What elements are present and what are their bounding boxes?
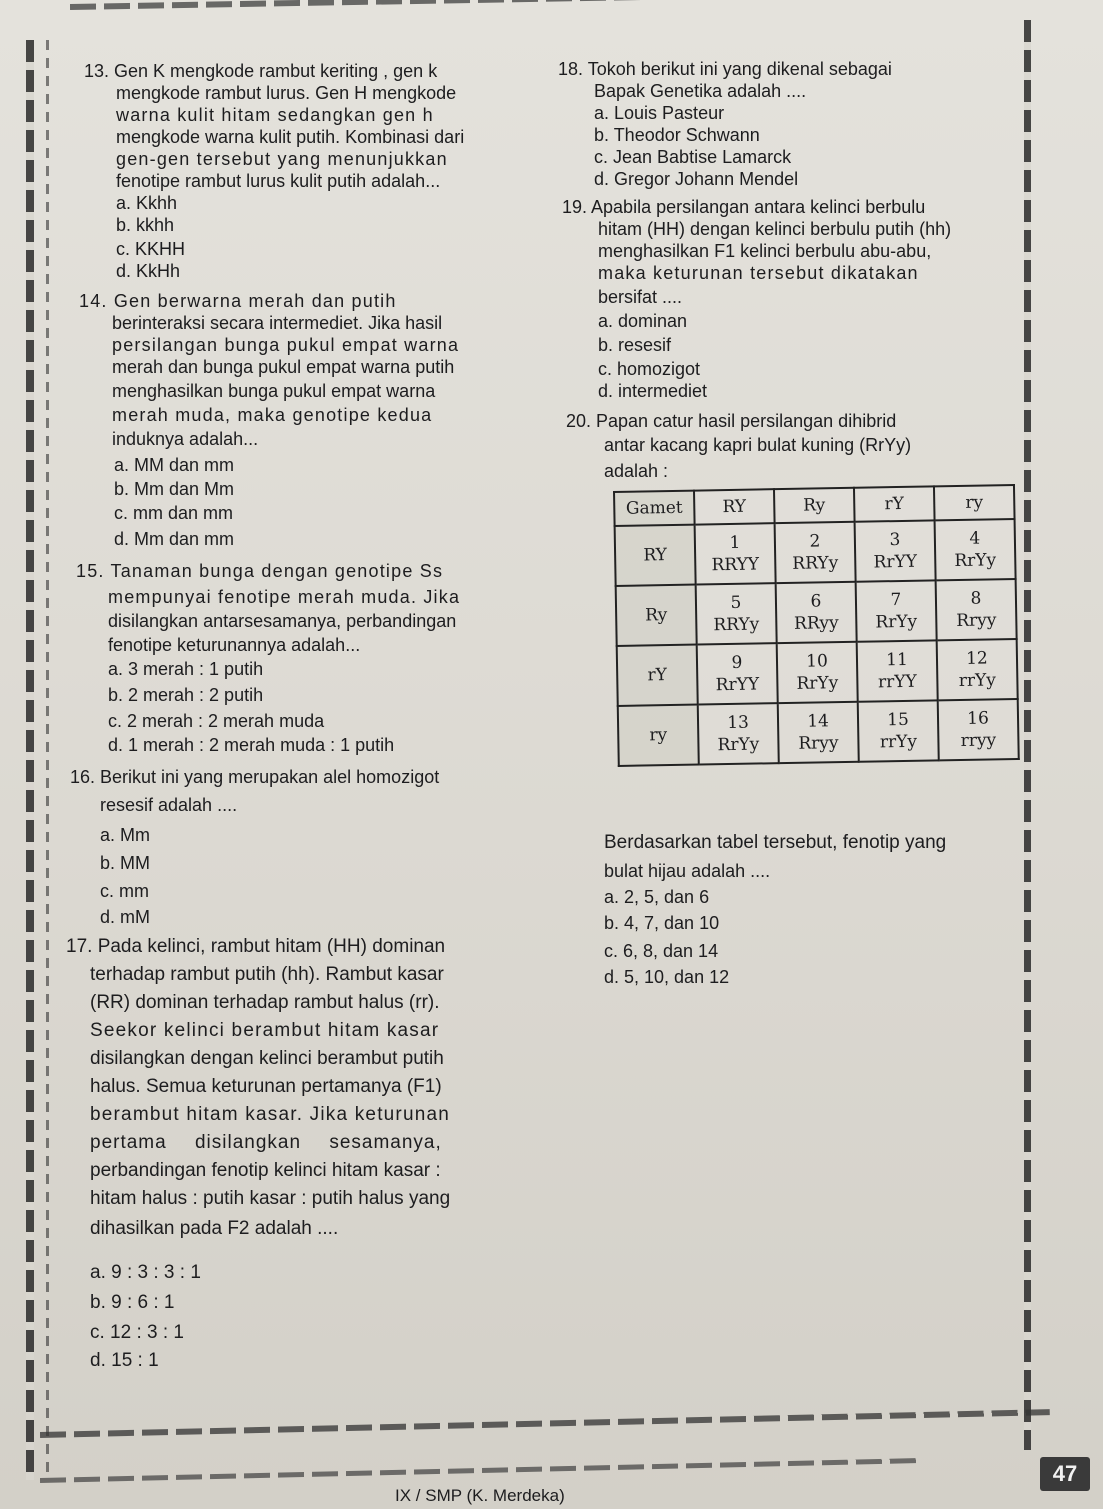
decorative-border-right — [1024, 20, 1031, 1450]
question-text-line: bersifat .... — [598, 287, 683, 307]
question-text-line: berambut hitam kasar. Jika keturunan — [90, 1104, 451, 1125]
question-text-line: 17. Pada kelinci, rambut hitam (HH) dominan — [66, 936, 446, 957]
question-text-line: Seekor kelinci berambut hitam kasar — [90, 1020, 440, 1041]
answer-option[interactable]: d. Mm dan mm — [114, 529, 235, 549]
question-text-line: hitam (HH) dengan kelinci berbulu putih (hh) — [598, 219, 952, 239]
footer-text: IX / SMP (K. Merdeka) — [395, 1486, 565, 1505]
cell-genotype: RrYy — [717, 734, 760, 756]
question-text-line: dihasilkan pada F2 adalah .... — [90, 1218, 339, 1239]
answer-option[interactable]: a. 2, 5, dan 6 — [604, 887, 710, 907]
table-cell — [938, 699, 1019, 760]
question-text-line: (RR) dominan terhadap rambut halus (rr). — [90, 992, 440, 1013]
answer-option[interactable]: b. 2 merah : 2 putih — [108, 685, 264, 705]
answer-option[interactable]: c. 6, 8, dan 14 — [604, 941, 719, 961]
question-text-line: 19. Apabila persilangan antara kelinci berbulu — [562, 197, 926, 217]
cell-genotype: RrYY — [873, 551, 918, 573]
table-cell — [858, 700, 939, 761]
cell-genotype: RRyy — [793, 613, 839, 634]
decorative-border-top — [70, 0, 970, 10]
cell-number: 1 — [729, 532, 741, 553]
cell-number: 12 — [965, 648, 988, 669]
gamete-cell: RY — [615, 525, 696, 586]
cell-genotype: RrYY — [715, 674, 760, 696]
cell-number: 2 — [809, 531, 821, 552]
question-text-line: 20. Papan catur hasil persilangan dihibrid — [566, 411, 897, 431]
cell-number: 11 — [885, 649, 908, 671]
answer-option[interactable]: a. Kkhh — [116, 193, 178, 213]
question-text-line: merah dan bunga pukul empat warna putih — [112, 357, 455, 377]
question-text-line: perbandingan fenotip kelinci hitam kasar : — [90, 1160, 441, 1181]
question-text-line: halus. Semua keturunan pertamanya (F1) — [90, 1076, 442, 1097]
cell-number: 3 — [889, 529, 901, 551]
question-text-line: mengkode warna kulit putih. Kombinasi dari — [116, 127, 465, 147]
answer-option[interactable]: c. homozigot — [598, 359, 701, 379]
answer-option[interactable]: b. resesif — [598, 335, 672, 355]
cell-genotype: rrYy — [879, 731, 918, 753]
question-text-line: fenotipe rambut lurus kulit putih adalah... — [116, 171, 441, 191]
answer-option[interactable]: d. Gregor Johann Mendel — [594, 169, 799, 189]
answer-option[interactable]: a. Louis Pasteur — [594, 103, 725, 123]
table-cell — [857, 640, 938, 701]
table-header-cell: ry — [934, 485, 1015, 520]
table-header-cell: Ry — [774, 488, 855, 523]
question-text-line: induknya adalah... — [112, 429, 259, 449]
question-text-line: 14. Gen berwarna merah dan putih — [79, 291, 397, 311]
answer-option[interactable]: d. 1 merah : 2 merah muda : 1 putih — [108, 735, 395, 755]
answer-option[interactable]: c. Jean Babtise Lamarck — [594, 147, 792, 167]
answer-option[interactable]: c. KKHH — [116, 239, 186, 259]
answer-option[interactable]: c. 12 : 3 : 1 — [90, 1322, 184, 1343]
question-text-line: menghasilkan F1 kelinci berbulu abu-abu, — [598, 241, 932, 261]
question-text-line: fenotipe keturunannya adalah... — [108, 635, 361, 655]
table-cell — [856, 580, 937, 641]
cell-genotype: RRYy — [713, 614, 760, 636]
answer-option[interactable]: d. 5, 10, dan 12 — [604, 967, 730, 987]
answer-option[interactable]: d. 15 : 1 — [90, 1350, 159, 1371]
answer-option[interactable]: a. Mm — [100, 825, 151, 845]
question-text-line: mengkode rambut lurus. Gen H mengkode — [116, 83, 457, 103]
cell-number: 10 — [806, 651, 828, 672]
question-text-line: berinteraksi secara intermediet. Jika hasil — [112, 313, 443, 333]
answer-option[interactable]: b. 4, 7, dan 10 — [604, 913, 720, 933]
answer-option[interactable]: d. mM — [100, 907, 151, 927]
cell-number: 4 — [969, 528, 981, 549]
cell-genotype: rryy — [960, 730, 997, 751]
cell-number: 6 — [810, 591, 822, 612]
gamete-cell: ry — [618, 705, 699, 766]
table-cell — [937, 639, 1018, 700]
question-text-line: 18. Tokoh berikut ini yang dikenal sebagai — [558, 59, 892, 79]
punnett-square-table — [613, 484, 1020, 767]
answer-option[interactable]: a. dominan — [598, 311, 688, 331]
table-row — [615, 519, 1016, 586]
answer-option[interactable]: b. Mm dan Mm — [114, 479, 235, 499]
table-cell — [698, 703, 779, 764]
cell-number: 9 — [731, 652, 743, 673]
table-row — [618, 699, 1019, 766]
question-text-line: menghasilkan bunga pukul empat warna — [112, 381, 436, 401]
answer-option[interactable]: a. 3 merah : 1 putih — [108, 659, 264, 679]
question-text-line: adalah : — [604, 461, 669, 481]
question-text-line: Bapak Genetika adalah .... — [594, 81, 807, 101]
table-cell — [697, 643, 778, 704]
table-cell — [935, 519, 1016, 580]
table-header-cell: RY — [694, 489, 775, 524]
answer-option[interactable]: d. intermediet — [598, 381, 708, 401]
cell-genotype: rrYY — [877, 671, 917, 693]
answer-option[interactable]: a. 9 : 3 : 3 : 1 — [90, 1262, 201, 1283]
decorative-border-left — [26, 40, 34, 1480]
table-cell — [695, 523, 776, 584]
decorative-border-bottom — [40, 1409, 1050, 1438]
table-cell — [777, 642, 858, 703]
answer-option[interactable]: d. KkHh — [116, 261, 181, 281]
gamete-cell: Ry — [616, 585, 697, 646]
question-text-line: disilangkan dengan kelinci berambut putih — [90, 1048, 444, 1069]
answer-option[interactable]: c. mm dan mm — [114, 503, 234, 523]
cell-genotype: RrYy — [954, 550, 997, 572]
question-text-line: mempunyai fenotipe merah muda. Jika — [108, 587, 461, 607]
question-text-line: gen-gen tersebut yang menunjukkan — [116, 149, 448, 169]
question-text-line: terhadap rambut putih (hh). Rambut kasar — [90, 964, 444, 985]
question-text-line: bulat hijau adalah .... — [604, 861, 771, 881]
cell-genotype: Rryy — [956, 610, 997, 632]
cell-number: 7 — [890, 589, 902, 611]
question-text-line: 15. Tanaman bunga dengan genotipe Ss — [76, 561, 444, 581]
cell-number: 15 — [887, 709, 910, 731]
gamete-cell: rY — [617, 645, 698, 706]
question-text-line: antar kacang kapri bulat kuning (RrYy) — [604, 435, 912, 455]
answer-option[interactable]: b. kkhh — [116, 215, 175, 235]
cell-genotype: RrYy — [796, 673, 839, 694]
answer-option[interactable]: b. 9 : 6 : 1 — [90, 1292, 175, 1313]
cell-genotype: RRYY — [711, 554, 760, 576]
question-text-line: resesif adalah .... — [100, 795, 238, 815]
cell-number: 14 — [807, 711, 830, 732]
question-text-line: 13. Gen K mengkode rambut keriting , gen k — [84, 61, 438, 81]
question-text-line: hitam halus : putih kasar : putih halus yang — [90, 1188, 451, 1209]
table-cell — [936, 579, 1017, 640]
answer-option[interactable]: a. MM dan mm — [114, 455, 235, 475]
decorative-border-left-inner — [46, 40, 49, 1480]
table-cell — [775, 522, 856, 583]
question-text-line: warna kulit hitam sedangkan gen h — [116, 105, 434, 125]
table-cell — [696, 583, 777, 644]
table-cell — [776, 582, 857, 643]
cell-number: 13 — [727, 712, 750, 734]
cell-number: 16 — [967, 708, 990, 729]
answer-option[interactable]: c. mm — [100, 881, 149, 901]
answer-option[interactable]: b. MM — [100, 853, 151, 873]
question-text-line: 16. Berikut ini yang merupakan alel homozigot — [70, 767, 440, 787]
page-number: 47 — [1040, 1457, 1090, 1491]
table-cell — [855, 520, 936, 581]
question-text-line: Berdasarkan tabel tersebut, fenotip yang — [604, 832, 947, 853]
question-text-line: merah muda, maka genotipe kedua — [112, 405, 433, 425]
table-header-cell: Gamet — [614, 491, 695, 526]
question-text-line: persilangan bunga pukul empat warna — [112, 335, 460, 355]
cell-genotype: Rryy — [798, 733, 839, 754]
cell-genotype: RRYy — [792, 553, 839, 574]
answer-option[interactable]: b. Theodor Schwann — [594, 125, 760, 145]
question-text-line: pertama disilangkan sesamanya, — [90, 1132, 442, 1153]
cell-number: 5 — [730, 592, 742, 613]
decorative-border-bottom-lower — [40, 1458, 920, 1483]
table-row — [617, 639, 1018, 706]
cell-genotype: RrYy — [875, 611, 918, 633]
cell-genotype: rrYy — [958, 670, 997, 691]
table-cell — [778, 702, 859, 763]
question-text-line: maka keturunan tersebut dikatakan — [598, 263, 919, 283]
question-text-line: disilangkan antarsesamanya, perbandingan — [108, 611, 457, 631]
table-row — [616, 579, 1017, 646]
cell-number: 8 — [970, 588, 982, 609]
table-header-cell: rY — [854, 486, 935, 521]
answer-option[interactable]: c. 2 merah : 2 merah muda — [108, 711, 325, 731]
